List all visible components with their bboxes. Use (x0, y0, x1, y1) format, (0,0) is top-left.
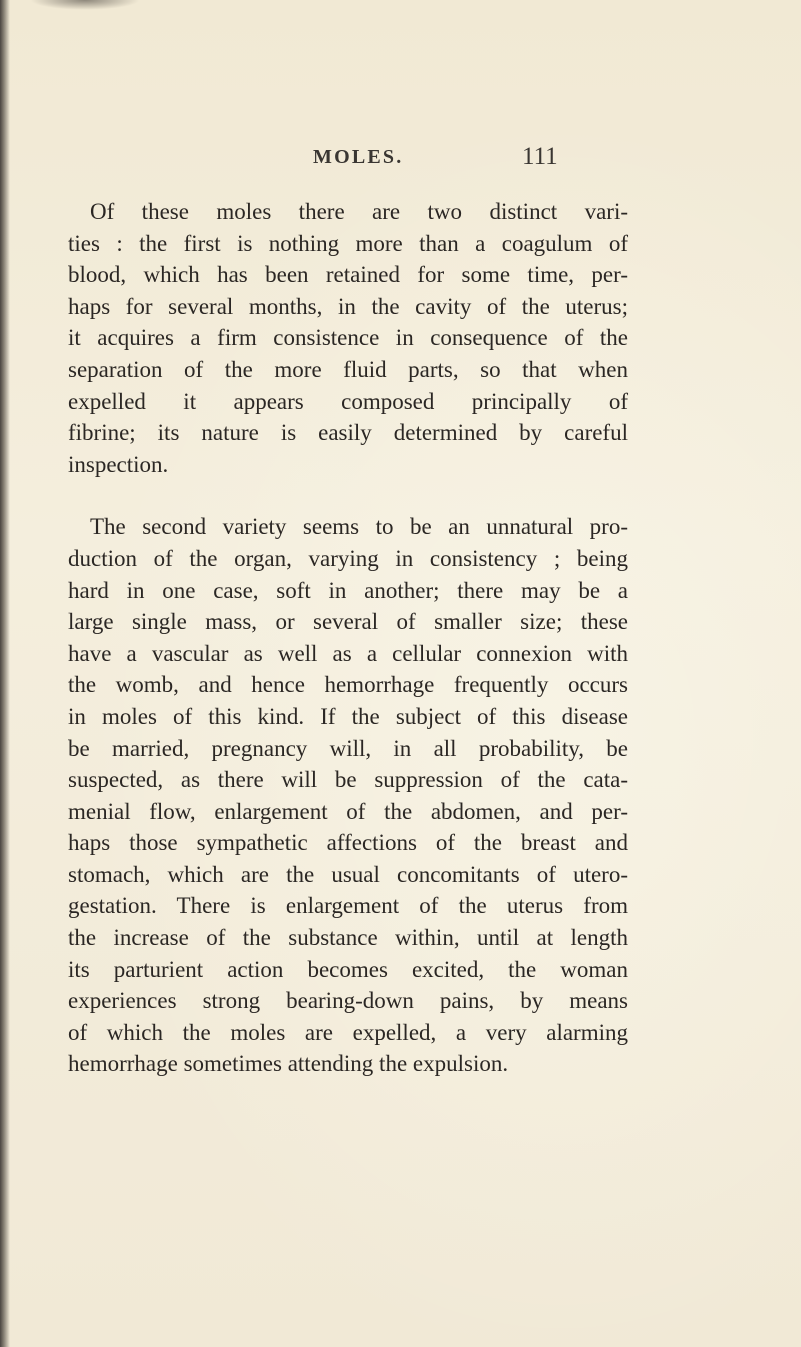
text-line: the womb, and hence hemorrhage frequently occurs (68, 672, 628, 698)
paragraph-gap (68, 480, 628, 511)
text-line: haps those sympathetic affections of the breast and (68, 830, 628, 856)
text-line: expelled it appears composed principally of (68, 388, 628, 414)
page-smudge (30, 0, 140, 10)
text-line: ties : the first is nothing more than a coagulum of (68, 230, 628, 256)
text-line: the increase of the substance within, until at length (68, 925, 628, 951)
text-line: menial flow, enlargement of the abdomen, and per- (68, 798, 628, 824)
text-line: haps for several months, in the cavity of the uterus; (68, 293, 628, 319)
text-line: The second variety seems to be an unnatural pro- (90, 514, 628, 540)
page-header (0, 143, 801, 178)
text-line: its parturient action becomes excited, the woman (68, 956, 628, 982)
text-line: suspected, as there will be suppression of the cata- (68, 767, 628, 793)
text-line: in moles of this kind. If the subject of this disease (68, 703, 628, 729)
text-line: of which the moles are expelled, a very alarming (68, 1019, 628, 1045)
text-line: hard in one case, soft in another; there may be a (68, 577, 628, 603)
binding-shadow (0, 0, 10, 1347)
page-number: 111 (522, 143, 558, 170)
text-line: gestation. There is enlargement of the uterus from (68, 893, 628, 919)
text-line: be married, pregnancy will, in all probability, be (68, 735, 628, 761)
text-line: it acquires a firm consistence in consequence of the (68, 325, 628, 351)
text-line: stomach, which are the usual concomitants of utero- (68, 861, 628, 887)
text-line: experiences strong bearing-down pains, by means (68, 988, 628, 1014)
text-line: separation of the more fluid parts, so that when (68, 356, 628, 382)
text-line: inspection. (68, 451, 169, 477)
paragraph-1 (68, 196, 628, 480)
body-text (68, 196, 628, 1080)
text-line: have a vascular as well as a cellular connexion with (68, 640, 628, 666)
text-line: Of these moles there are two distinct vari- (90, 199, 628, 224)
running-head: MOLES. (313, 146, 404, 168)
text-line: duction of the organ, varying in consistency ; being (68, 545, 628, 571)
text-line: hemorrhage sometimes attending the expulsion. (68, 1051, 509, 1077)
text-line: blood, which has been retained for some time, per- (68, 262, 628, 288)
paragraph-2 (68, 511, 628, 1080)
text-line: large single mass, or several of smaller size; these (68, 609, 628, 635)
text-line: fibrine; its nature is easily determined by careful (68, 420, 628, 446)
